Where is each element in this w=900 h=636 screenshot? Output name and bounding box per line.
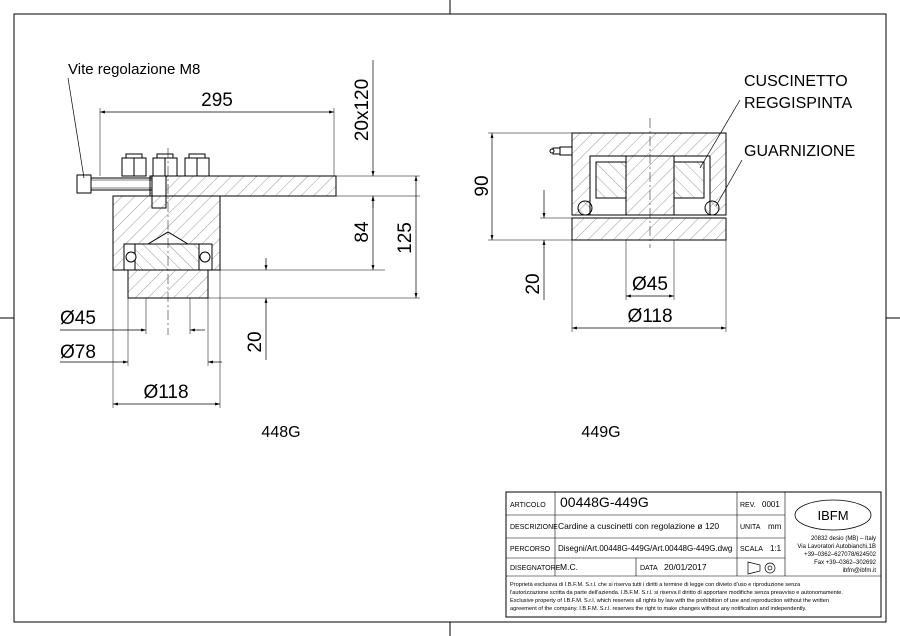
- seal-left: [578, 201, 592, 215]
- title-block-text: [510, 494, 877, 612]
- dim-20x120: 20x120: [352, 78, 373, 142]
- articolo-label: ARTICOLO: [510, 502, 546, 509]
- rev-value: 0001: [762, 500, 780, 509]
- ball-right: [200, 252, 210, 262]
- label-seal: GUARNIZIONE: [744, 143, 856, 160]
- logo-text: IBFM: [817, 508, 849, 523]
- legal-line-3: Exclusive property of I.B.F.M. S.r.l. which reserves all rights by law with the prohibition of use and reproduction without the written: [510, 598, 829, 604]
- scala-value: 1:1: [770, 544, 782, 553]
- data-value: 20/01/2017: [664, 562, 707, 572]
- grease-nipple: [550, 147, 572, 155]
- company-line-5: ibfm@ibfm.it: [842, 568, 876, 574]
- percorso-value: Disegni/Art.00448G-449G/Art.00448G-449G.dwg: [558, 544, 733, 553]
- legal-line-1: Proprietà esclusiva di I.B.F.M. S.r.l. che si riserva tutti i diritti a termine di legge con divieto d'uso e riproduzione senza: [510, 582, 801, 588]
- dim-20-right: 20: [523, 273, 544, 295]
- dim-295: 295: [201, 90, 233, 111]
- base-plate-449g: [572, 218, 726, 240]
- code-448g: 448G: [261, 424, 301, 441]
- drawing-448g: [60, 60, 420, 441]
- legal-line-4: agreement of the company. I.B.F.M. S.r.l. reserves the right to make changes without any notification and independently.: [510, 606, 807, 612]
- data-label: DATA: [640, 565, 658, 572]
- dim-90: 90: [472, 175, 493, 197]
- label-screw: Vite regolazione M8: [68, 61, 201, 78]
- projection-symbol-icon: [748, 562, 775, 574]
- dim-phi118-left: Ø118: [143, 382, 189, 403]
- drawing-449g: [472, 73, 855, 441]
- unita-label: UNITA: [740, 524, 761, 531]
- company-line-2: Via Lavoratori Autobianchi,1B: [797, 544, 876, 550]
- descrizione-value: Cardine a cuscinetti con regolazione ø 120: [558, 521, 720, 531]
- dim-125: 125: [395, 222, 416, 254]
- percorso-label: PERCORSO: [510, 546, 551, 553]
- screw-leader: [68, 78, 84, 178]
- adjusting-screw: [77, 175, 153, 193]
- dim-20-left: 20: [245, 331, 266, 353]
- label-bearing-1: CUSCINETTO: [744, 73, 848, 90]
- scala-label: SCALA: [740, 546, 763, 553]
- disegnatore-label: DISEGNATORE: [510, 565, 561, 572]
- flat-bar: [150, 176, 336, 196]
- bearing-right: [674, 162, 704, 198]
- dim-84: 84: [352, 221, 373, 243]
- dim-phi78: Ø78: [60, 342, 96, 363]
- unita-value: mm: [768, 522, 782, 531]
- bearing-left: [596, 162, 626, 198]
- bearing: [135, 244, 199, 270]
- dim-phi118-right: Ø118: [627, 306, 673, 327]
- descrizione-label: DESCRIZIONE: [510, 524, 558, 531]
- rev-label: REV.: [740, 502, 756, 509]
- ball-left: [126, 252, 136, 262]
- nuts: [122, 154, 209, 176]
- disegnatore-value: M.C.: [560, 562, 578, 572]
- dim-phi45-right: Ø45: [632, 274, 668, 295]
- legal-line-2: l'autorizzazione scritta da parte dell'azienda. I.B.F.M. S.r.l. si riserva il diritto di apportare modifiche senza preavviso e autonomamente.: [510, 590, 843, 596]
- company-line-4: Fax +39–0362–302692: [814, 560, 876, 566]
- seal-right: [705, 201, 719, 215]
- code-449g: 449G: [581, 424, 621, 441]
- company-line-3: +39–0362–627078/624502: [804, 552, 876, 558]
- articolo-value: 00448G-449G: [560, 494, 649, 510]
- label-bearing-2: REGGISPINTA: [744, 95, 853, 112]
- company-line-1: 20832 desio (MB) – Italy: [810, 536, 876, 542]
- dim-phi45-left: Ø45: [60, 308, 96, 329]
